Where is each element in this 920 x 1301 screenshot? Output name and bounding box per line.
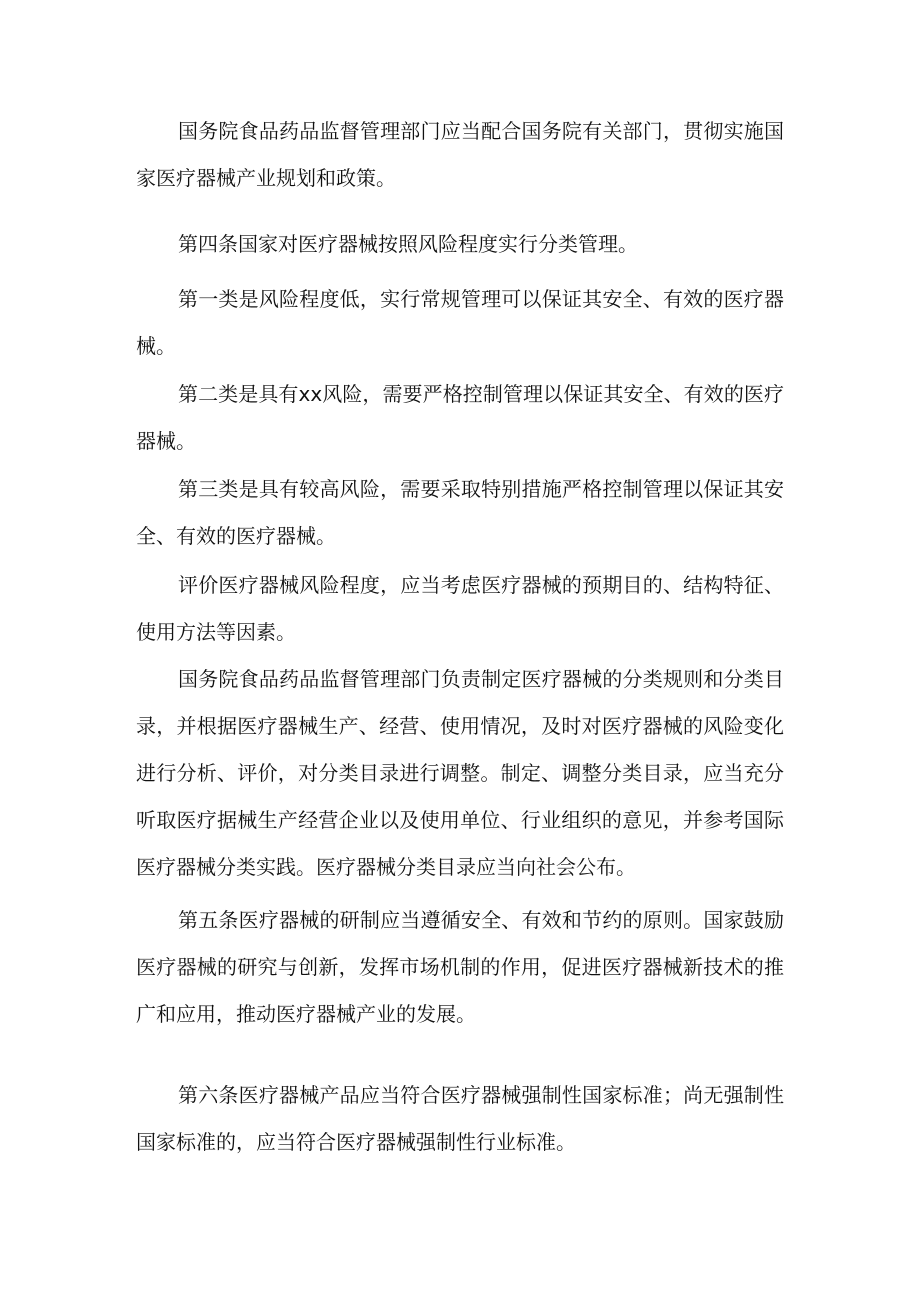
paragraph-classification-rules: 国务院食品药品监督管理部门负责制定医疗器械的分类规则和分类目录，并根据医疗器械生产、经营、使用情况，及时对医疗器械的风险变化进行分析、评价，对分类目录进行调整。制定、调整分类目录，应当充分听取医疗据械生产经营企业以及使用单位、行业组织的意见，并参考国际医疗器械分类实践。医疗器械分类目录应当向社会公布。 bbox=[136, 667, 784, 879]
paragraph-article-4: 第四条国家对医疗器械按照风险程度实行分类管理。 bbox=[178, 232, 638, 256]
paragraph-article-5: 第五条医疗器械的研制应当遵循安全、有效和节约的原则。国家鼓励医疗器械的研究与创新，发挥市场机制的作用，促进医疗器械新技术的推广和应用，推动医疗器械产业的发展。 bbox=[136, 908, 784, 1026]
paragraph-coordination: 国务院食品药品监督管理部门应当配合国务院有关部门，贯彻实施国家医疗器械产业规划和政策。 bbox=[136, 119, 784, 190]
paragraph-class-1: 第一类是风险程度低，实行常规管理可以保证其安全、有效的医疗器械。 bbox=[136, 287, 784, 358]
paragraph-article-6: 第六条医疗器械产品应当符合医疗器械强制性国家标准；尚无强制性国家标准的，应当符合医疗器械强制性行业标准。 bbox=[136, 1083, 784, 1154]
paragraph-class-2: 第二类是具有xx风险，需要严格控制管理以保证其安全、有效的医疗器械。 bbox=[136, 382, 784, 453]
paragraph-risk-evaluation: 评价医疗器械风险程度，应当考虑医疗器械的预期目的、结构特征、使用方法等因素。 bbox=[136, 573, 784, 644]
paragraph-class-3: 第三类是具有较高风险，需要采取特别措施严格控制管理以保证其安全、有效的医疗器械。 bbox=[136, 477, 784, 548]
